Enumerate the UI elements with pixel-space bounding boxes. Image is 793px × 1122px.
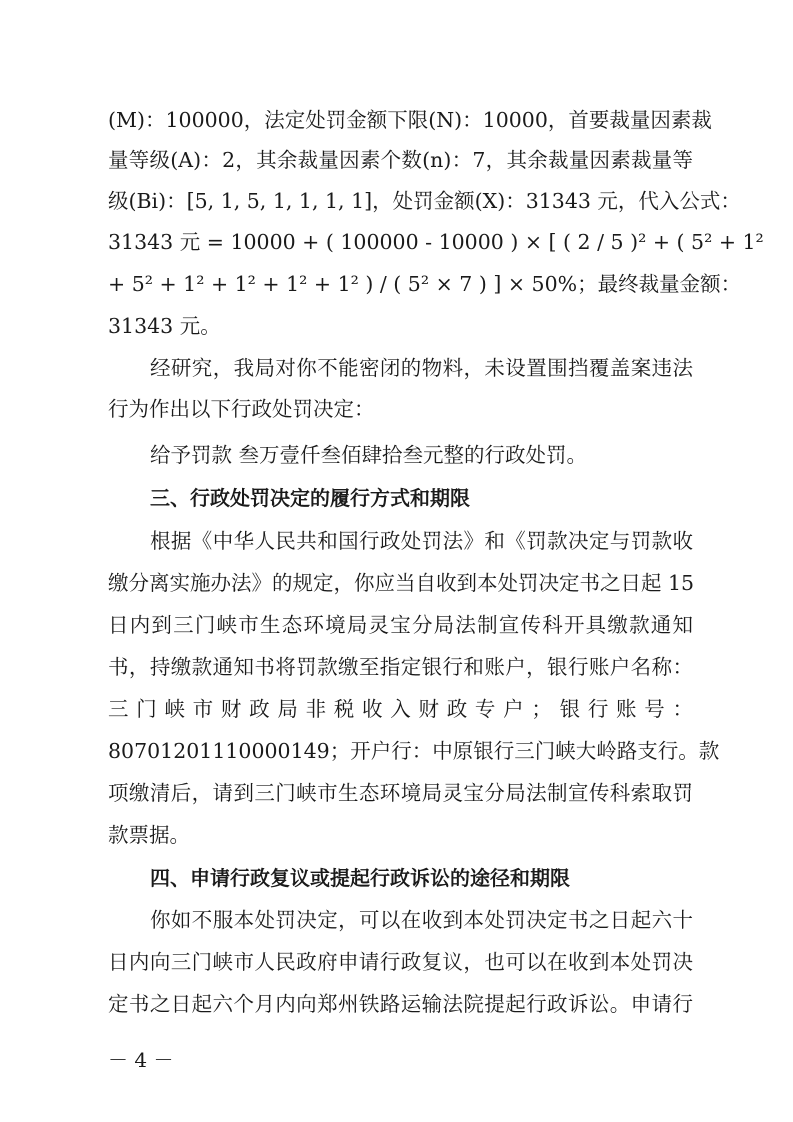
bank-number-line: 80701201110000149；开户行：中原银行三门峡大岭路支行。款: [108, 739, 720, 763]
decision-paragraph-line-1: 经研究，我局对你不能密闭的物料，未设置围挡覆盖案违法: [150, 356, 693, 380]
penalty-line: 给予罚款 叁万壹仟叁佰肆拾叁元整的行政处罚。: [150, 443, 588, 467]
final-amount-line: 31343 元。: [108, 314, 221, 338]
body-line-3: 级(Bi)：[5, 1, 5, 1, 1, 1, 1]，处罚金额(X)：31343 元，代入公式：: [108, 189, 741, 213]
decision-paragraph-line-2: 行为作出以下行政处罚决定：: [108, 397, 375, 421]
payment-paragraph-line-4: 书，持缴款通知书将罚款缴至指定银行和账户，银行账户名称：: [108, 655, 693, 679]
payment-paragraph-line-8: 款票据。: [108, 823, 190, 847]
payment-paragraph-line-2: 缴分离实施办法》的规定，你应当自收到本处罚决定书之日起 15: [108, 571, 695, 595]
formula-line-1: 31343 元 = 10000 + ( 100000 - 10000 ) × [ ( 2 / 5 )² + ( 5² + 1²: [108, 230, 764, 254]
payment-paragraph-line-7: 项缴清后，请到三门峡市生态环境局灵宝分局法制宣传科索取罚: [108, 781, 693, 805]
section-heading-3: 三、行政处罚决定的履行方式和期限: [150, 486, 470, 510]
page-number: － 4 －: [108, 1048, 174, 1072]
appeal-paragraph-line-2: 日内向三门峡市人民政府申请行政复议，也可以在收到本处罚决: [108, 950, 693, 974]
body-line-1: (M)：100000，法定处罚金额下限(N)：10000，首要裁量因素裁: [108, 108, 712, 132]
appeal-paragraph-line-3: 定书之日起六个月内向郑州铁路运输法院提起行政诉讼。申请行: [108, 992, 693, 1016]
payment-paragraph-line-3: 日内到三门峡市生态环境局灵宝分局法制宣传科开具缴款通知: [108, 613, 693, 637]
bank-account-line: 三门峡市财政局非税收入财政专户；银行账号：: [108, 697, 693, 721]
appeal-paragraph-line-1: 你如不服本处罚决定，可以在收到本处罚决定书之日起六十: [150, 908, 693, 932]
formula-line-2: + 5² + 1² + 1² + 1² + 1² ) / ( 5² × 7 ) ] × 50%；最终裁量金额：: [108, 272, 742, 296]
payment-paragraph-line-1: 根据《中华人民共和国行政处罚法》和《罚款决定与罚款收: [150, 529, 693, 553]
section-heading-4: 四、申请行政复议或提起行政诉讼的途径和期限: [150, 866, 570, 890]
body-line-2: 量等级(A)：2，其余裁量因素个数(n)：7，其余裁量因素裁量等: [108, 148, 693, 172]
